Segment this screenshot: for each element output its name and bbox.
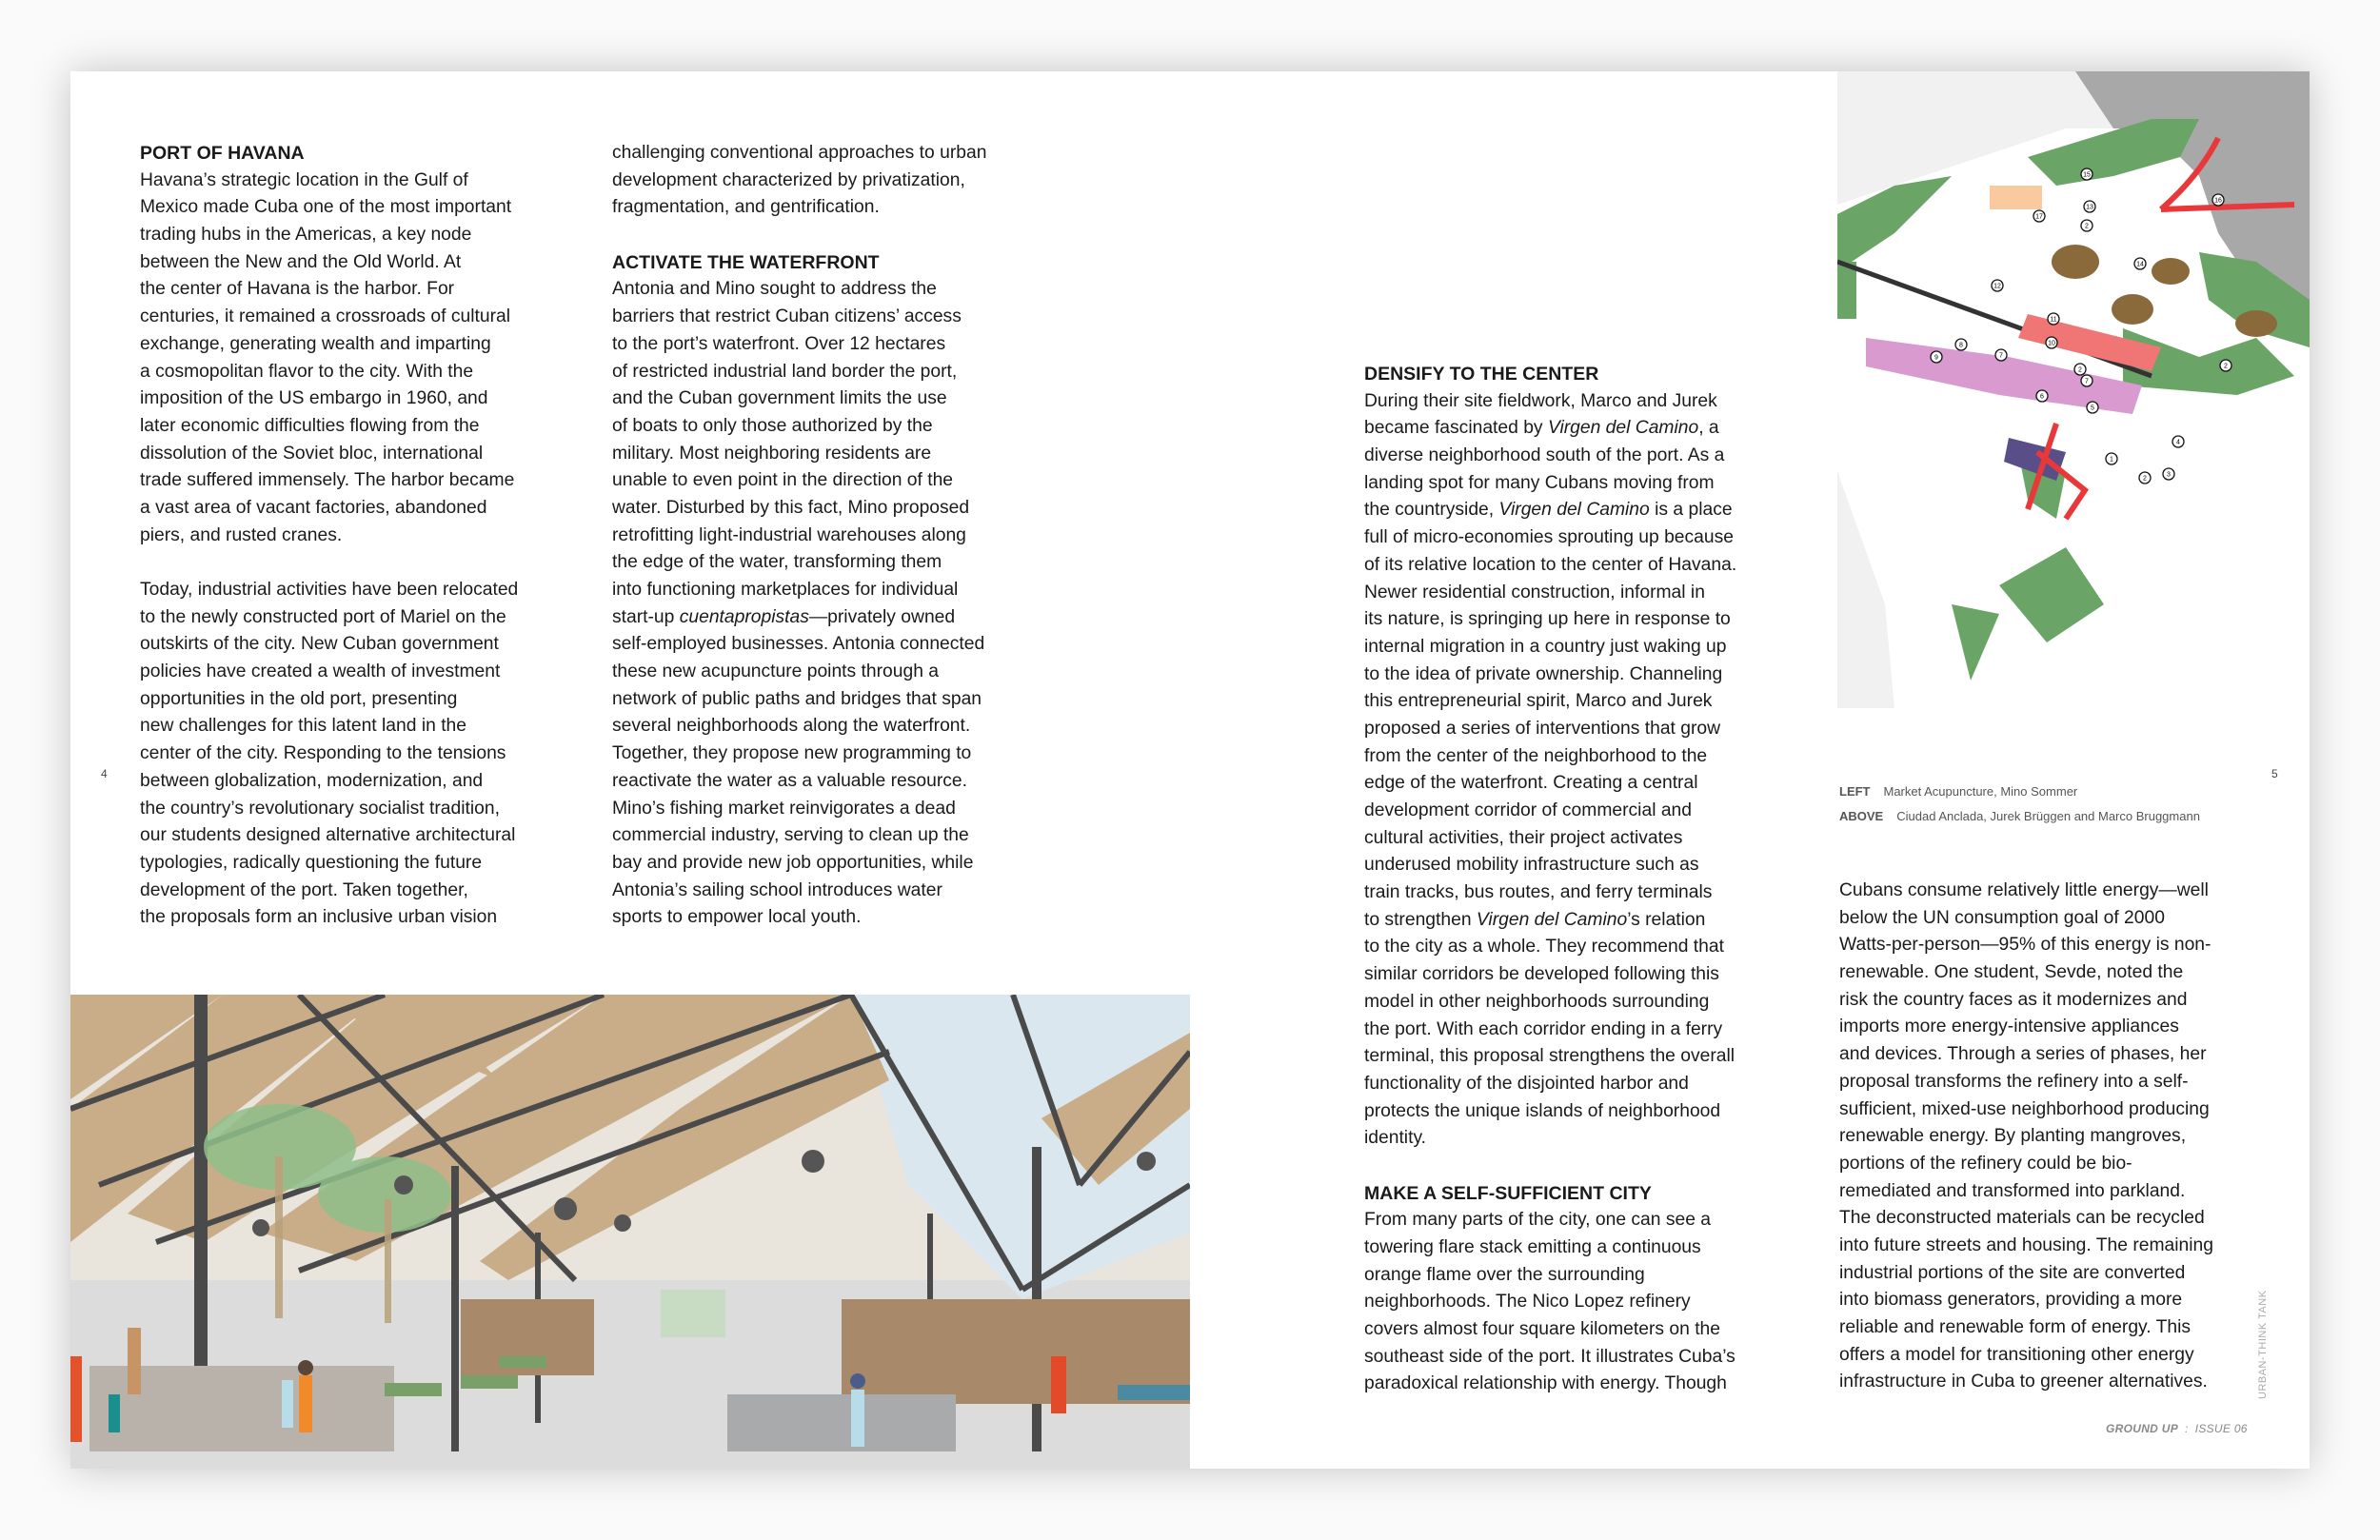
body-text-line: industrial portions of the site are converted [1839,1262,2186,1283]
text-column-3 [1364,361,1812,1398]
map-label [1995,349,2007,361]
body-text-line: policies have created a wealth of investment [140,661,501,682]
body-text-line: Antonia’s sailing school introduces water [612,879,942,900]
body-text-line: several neighborhoods along the waterfront. [612,716,971,737]
body-text-line: risk the country faces as it modernizes and [1839,989,2188,1010]
body-text-line: into future streets and housing. The remaining [1839,1234,2214,1255]
body-text-line: the port. With each corridor ending in a ferry [1364,1018,1723,1039]
body-text-line: outskirts of the city. New Cuban government [140,634,499,655]
caption-label: LEFT [1839,784,1871,799]
body-text-line: the country’s revolutionary socialist tradition, [140,798,500,819]
body-text-line: start-up cuentapropistas—privately owned [612,606,956,627]
caption-text: Market Acupuncture, Mino Sommer [1883,784,2078,799]
body-text-line: covers almost four square kilometers on the [1364,1319,1721,1340]
body-text-line: terminal, this proposal strengthens the overall [1364,1046,1735,1067]
body-text-line: imposition of the US embargo in 1960, and [140,388,488,409]
body-text-line: Watts-per-person—95% of this energy is non- [1839,935,2211,956]
body-text-line: piers, and rusted cranes. [140,524,343,545]
map-label [1992,280,2003,291]
body-text-line: renewable energy. By planting mangroves, [1839,1126,2187,1147]
body-text-line: landing spot for many Cubans moving from [1364,472,1715,493]
map-label [2220,360,2231,371]
body-text-line: edge of the waterfront. Creating a central [1364,773,1698,794]
body-text-line: to the city as a whole. They recommend that [1364,937,1724,958]
body-text-line: offers a model for transitioning other energy [1839,1344,2194,1365]
orange-block [1990,186,2042,209]
body-text-line: identity. [1364,1128,1427,1149]
body-text-line: a vast area of vacant factories, abandoned [140,497,487,518]
section-heading: ACTIVATE THE WATERFRONT [612,251,880,273]
svg-text:4: 4 [2176,439,2180,446]
body-text-line: a cosmopolitan flavor to the city. With the [140,361,474,382]
body-text-line: new challenges for this latent land in the [140,716,466,737]
map-label [2036,390,2048,402]
section-heading: MAKE A SELF-SUFFICIENT CITY [1364,1182,1652,1204]
body-text-line: Together, they propose new programming to [612,743,972,764]
body-text-line: The deconstructed materials can be recycled [1839,1208,2205,1229]
body-text-line: southeast side of the port. It illustrates Cuba’s [1364,1346,1735,1367]
footer-issue-number: ISSUE 06 [2194,1422,2248,1435]
body-text-line: center of the city. Responding to the tensions [140,743,506,764]
body-text-line: sports to empower local youth. [612,907,862,928]
body-text-line: bay and provide new job opportunities, while [612,852,974,873]
body-text-line: trading hubs in the Americas, a key node [140,225,472,246]
italic-term: Virgen del Camino [1498,500,1650,521]
body-text-line: Havana’s strategic location in the Gulf of [140,169,468,190]
body-text-line: became fascinated by Virgen del Camino, a [1364,418,1719,439]
body-text-line: its nature, is springing up here in response to [1364,609,1731,630]
body-text-line: below the UN consumption goal of 2000 [1839,907,2165,928]
body-text-line: and the Cuban government limits the use [612,388,947,409]
map-label [1931,351,1942,363]
body-text-line: the proposals form an inclusive urban vision [140,907,498,928]
body-text-line: commercial industry, serving to clean up the [612,825,969,846]
svg-text:10: 10 [2048,340,2055,347]
body-text-line: During their site fieldwork, Marco and Jurek [1364,390,1717,411]
map-label [2081,375,2092,386]
map-label [2048,313,2059,325]
map-label [2074,364,2086,375]
body-text-line: proposal transforms the refinery into a self- [1839,1071,2189,1092]
body-text-line: From many parts of the city, one can see a [1364,1210,1712,1231]
footer-separator: : [2185,1422,2189,1435]
map-label [2081,220,2092,231]
body-text-line: Mino’s fishing market reinvigorates a dead [612,798,956,819]
svg-text:7: 7 [2085,378,2089,385]
page-number-left: 4 [101,767,108,780]
body-text-line: protects the unique islands of neighborhood [1364,1100,1721,1121]
body-text-line: train tracks, bus routes, and ferry terminals [1364,882,1713,903]
body-text-line: to the idea of private ownership. Channeling [1364,663,1723,684]
caption-left [1839,784,2077,799]
map-label [2106,453,2117,464]
body-text-line: underused mobility infrastructure such as [1364,855,1699,876]
caption-label: ABOVE [1839,809,1884,823]
map-label [2212,194,2224,206]
svg-text:11: 11 [2050,316,2057,324]
body-text-line: between the New and the Old World. At [140,251,462,272]
body-text-line: challenging conventional approaches to urban [612,143,987,163]
map-label [2084,201,2095,212]
svg-text:2: 2 [2078,366,2082,374]
body-text-line: renewable. One student, Sevde, noted the [1839,962,2184,983]
body-text-line: full of micro-economies sprouting up because [1364,527,1734,548]
body-text-line: reliable and renewable form of energy. This [1839,1317,2192,1337]
body-text-line: water. Disturbed by this fact, Mino proposed [612,497,970,518]
body-text-line: the countryside, Virgen del Camino is a place [1364,500,1733,521]
body-text-line: to strengthen Virgen del Camino’s relation [1364,909,1706,930]
body-text-line: the edge of the water, transforming them [612,552,942,573]
italic-term: Virgen del Camino [1476,909,1628,930]
body-text-line: into functioning marketplaces for individual [612,580,959,600]
shoe-table [1118,1385,1190,1400]
body-text-line: proposed a series of interventions that grow [1364,718,1721,739]
body-text-line: portions of the refinery could be bio- [1839,1153,2132,1174]
map-label [2163,468,2174,480]
body-text-line: development corridor of commercial and [1364,800,1693,820]
body-text-line: Mexico made Cuba one of the most important [140,197,512,218]
body-text-line: unable to even point in the direction of the [612,470,954,491]
body-text-line: Cubans consume relatively little energy—well [1839,880,2209,900]
body-text-line: centuries, it remained a crossroads of cultural [140,306,511,327]
section-heading: DENSIFY TO THE CENTER [1364,364,1599,385]
body-text-line: into biomass generators, providing a more [1839,1290,2183,1311]
footer-issue [2106,1422,2248,1435]
italic-term: Virgen del Camino [1547,418,1699,439]
body-text-line: self-employed businesses. Antonia connected [612,634,985,655]
svg-text:3: 3 [2167,471,2171,479]
body-text-line: infrastructure in Cuba to greener alternatives. [1839,1372,2208,1392]
svg-text:14: 14 [2136,261,2144,268]
body-text-line: diverse neighborhood south of the port. As a [1364,445,1725,466]
body-text-line: fragmentation, and gentrification. [612,197,880,218]
body-text-line: Newer residential construction, informal in [1364,582,1705,602]
paragraph-gap [612,222,1060,249]
map-label [2033,210,2045,222]
body-text-line: paradoxical relationship with energy. Though [1364,1373,1727,1394]
svg-text:1: 1 [2110,456,2113,464]
map-label [2087,402,2098,413]
body-text-line: military. Most neighboring residents are [612,443,932,464]
svg-text:6: 6 [2040,393,2044,401]
body-text-line: Today, industrial activities have been relocated [140,580,519,600]
body-text-line: internal migration in a country just waking up [1364,636,1727,657]
svg-text:9: 9 [1934,354,1938,362]
body-text-line: of restricted industrial land border the port, [612,361,958,382]
map-label [2172,436,2184,447]
svg-text:2: 2 [2143,475,2147,483]
body-text-line: these new acupuncture points through a [612,661,940,682]
side-label: URBAN-THINK TANK [2257,1290,2269,1399]
body-text-line: towering flare stack emitting a continuous [1364,1237,1701,1257]
body-text-line: functionality of the disjointed harbor and [1364,1073,1689,1094]
svg-text:16: 16 [2214,197,2222,205]
caption-text: Ciudad Anclada, Jurek Brüggen and Marco Bruggmann [1896,809,2200,823]
body-text-line: similar corridors be developed following this [1364,964,1719,985]
page-number-right: 5 [2271,767,2278,780]
text-column-2 [612,140,1060,932]
market-interior-illustration [70,995,1190,1469]
body-text-line: dissolution of the Soviet bloc, international [140,443,484,464]
fish-tanks [727,1394,956,1451]
body-text-line: reactivate the water as a valuable resource. [612,770,967,791]
body-text-line: trade suffered immensely. The harbor became [140,470,515,491]
body-text-line: of boats to only those authorized by the [612,415,933,436]
body-text-line: of its relative location to the center of Havana. [1364,554,1737,575]
body-text-line: cultural activities, their project activates [1364,827,1683,848]
body-text-line: orange flame over the surrounding [1364,1264,1645,1285]
body-text-line: typologies, radically questioning the future [140,852,483,873]
svg-text:13: 13 [2086,204,2093,211]
body-text-line: from the center of the neighborhood to the [1364,745,1708,766]
map-label [2081,168,2092,180]
body-text-line: and devices. Through a series of phases, her [1839,1044,2207,1065]
text-column-4 [1839,878,2287,1396]
back-doorway [661,1290,725,1337]
caption-above [1839,809,2200,823]
body-text-line: barriers that restrict Cuban citizens’ access [612,306,962,327]
site-plan-map [1837,71,2310,708]
body-text-line: exchange, generating wealth and imparting [140,333,491,354]
body-text-line: Antonia and Mino sought to address the [612,279,937,300]
body-text-line: remediated and transformed into parkland. [1839,1180,2186,1201]
body-text-line: between globalization, modernization, and [140,770,484,791]
text-column-1 [140,140,587,932]
body-text-line: network of public paths and bridges that span [612,688,982,709]
body-text-line: neighborhoods. The Nico Lopez refinery [1364,1292,1691,1313]
section-heading: PORT OF HAVANA [140,143,305,164]
svg-text:7: 7 [1999,352,2003,360]
body-text-line: imports more energy-intensive appliances [1839,1017,2179,1037]
body-text-line: this entrepreneurial spirit, Marco and Jurek [1364,691,1713,712]
body-text-line: later economic difficulties flowing from the [140,415,480,436]
paragraph-gap [140,549,587,577]
body-text-line: to the port’s waterfront. Over 12 hectares [612,333,946,354]
map-label [2139,472,2151,484]
svg-text:15: 15 [2083,171,2091,179]
body-text-line: to the newly constructed port of Mariel on the [140,606,506,627]
body-text-line: sufficient, mixed-use neighborhood producing [1839,1098,2210,1119]
body-text-line: development characterized by privatization, [612,169,965,190]
body-text-line: our students designed alternative architectural [140,825,516,846]
svg-text:2: 2 [2085,223,2089,230]
body-text-line: development of the port. Taken together, [140,879,468,900]
paragraph-gap [1364,1153,1812,1180]
svg-text:8: 8 [1959,342,1963,349]
footer-publication: GROUND UP [2106,1422,2179,1435]
body-text-line: the center of Havana is the harbor. For [140,279,455,300]
svg-text:17: 17 [2035,213,2043,221]
svg-text:2: 2 [2224,363,2228,370]
svg-text:5: 5 [2091,405,2094,412]
body-text-line: opportunities in the old port, presenting [140,688,458,709]
body-text-line: retrofitting light-industrial warehouses along [612,524,966,545]
body-text-line: model in other neighborhoods surrounding [1364,991,1710,1012]
map-label [1955,339,1967,350]
map-label [2046,337,2057,348]
map-label [2134,258,2146,269]
svg-text:12: 12 [1993,283,2001,290]
italic-term: cuentapropistas [679,606,809,627]
